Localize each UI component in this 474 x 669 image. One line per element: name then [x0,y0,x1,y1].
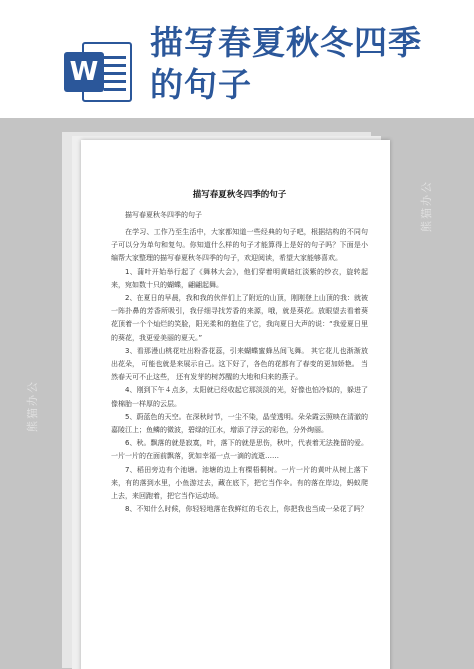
paragraph-7: 7、稻田旁边有个池塘。池塘的边上有棵梧桐树。一片一片的黄叶从树上落下来，有的落到水里，小鱼游过去，藏在底下，把它当作伞。有的落在岸边，蚂蚁爬上去，来回跑着，把它当作运动场。 [111,465,368,501]
banner-title-line2: 的句子 [150,65,252,104]
document-page [81,140,390,669]
document-title: 描写春夏秋冬四季的句子 [192,190,287,200]
word-document-icon [64,40,134,104]
paragraph-3: 3、看那漫山桃花吐出粉香花蕊，引来蝴蝶蜜蜂丛间飞舞。 其它花儿也渐渐放出花朵， 可能也就是来展示自己。这下好了，各色的花都有了春变的更加娇艳。 当然春天可不止这些， 还有发芽的树苏醒的大地和归来的燕子。 [111,346,368,382]
paragraph-2: 2、在夏日的早晨，我和我的伙伴们上了附近的山顶，刚刚登上山顶的我：就被一阵扑鼻的芳香所吸引，我仔细寻找芳香的来源，哦，就是葵花。放眼望去看着葵花顶着一个个灿烂的笑脸，阳光柔和的抱住了它，我向夏日大声的说：“我爱夏日里的葵花，我更爱美丽的夏天。” [111,294,368,342]
document-subtitle: 描写春夏秋冬四季的句子 [125,211,202,219]
paragraph-1: 1、蒲叶开始举行起了《舞林大会》，他们穿着明黄暗红淡紫的纱衣，旋转起来，宛如数十只的蝴蝶，翩翩起舞。 [111,267,368,289]
watermark-left: 熊猫办公 [26,380,39,432]
paragraph-4: 4、刚到下午４点多，太阳就已经收起它那淡淡的光，好像也怕冷似的，躲进了像棉胎一样厚的云层。 [111,386,368,408]
paragraph-8: 8、不知什么时候，你轻轻地落在我鲜红的毛衣上，你把我也当成一朵花了吗？ [125,505,368,514]
word-letter-badge: W [64,52,104,92]
paragraph-6: 6、秋。飘落的就是寂寞，叶，落下的就是思伤，秋叶，代表着无法挽留的爱。一片一片的在面前飘落，犹如幸福一点一滴的流逝…… [111,439,368,461]
watermark-right: 熊猫办公 [420,180,433,232]
document-preview-area[interactable] [0,118,474,669]
paragraph-intro: 在学习、工作乃至生活中，大家都知道一些经典的句子吧，根据结构的不同句子可以分为单句和复句。你知道什么样的句子才能算得上是好的句子吗？下面是小编帮大家整理的描写春夏秋冬四季的句子，欢迎阅读，希望大家能够喜欢。 [111,228,368,263]
header-banner [0,0,474,118]
paragraph-5: 5、蔚蓝色的天空。在深秋时节，一尘不染，晶莹透明。朵朵霞云照映在清澈的嘉陵江上；鱼鳞的微波，碧绿的江水，增添了浮云的彩色，分外绚丽。 [111,412,368,435]
banner-title [150,22,450,106]
banner-title-line1: 描写春夏秋冬四季 [150,23,422,62]
